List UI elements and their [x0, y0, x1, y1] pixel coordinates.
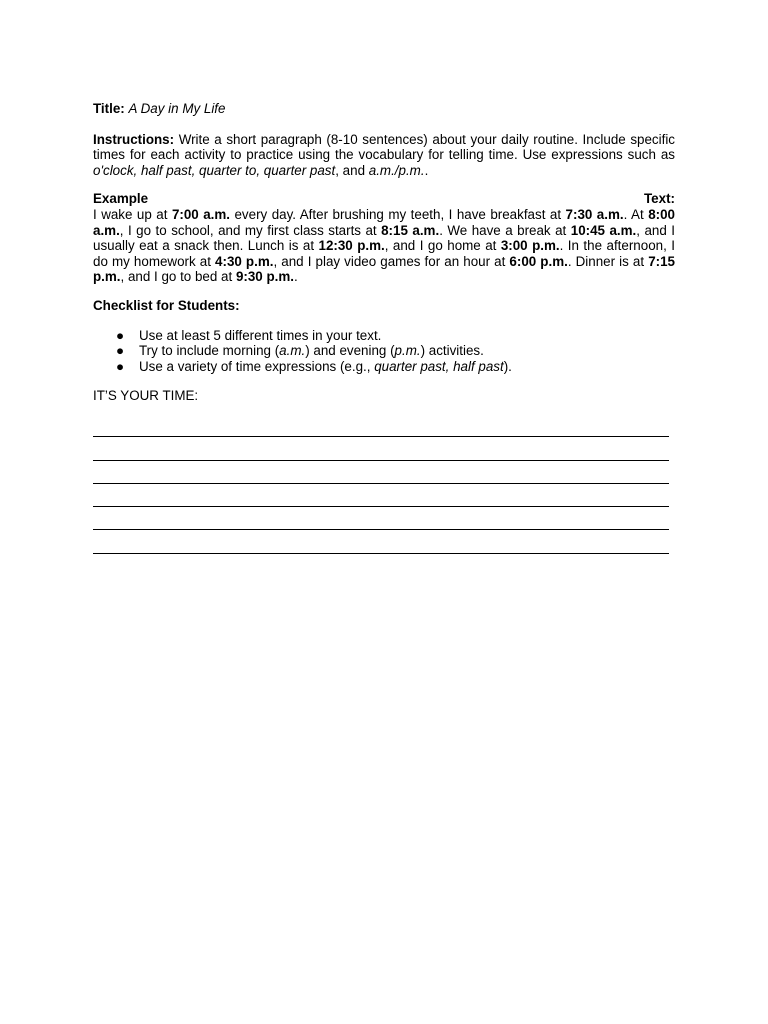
writing-line[interactable]	[93, 414, 669, 437]
example-time: 3:00 p.m.	[500, 238, 560, 254]
checklist	[93, 328, 675, 375]
example-paragraph	[93, 207, 675, 285]
bullet-icon: ●	[116, 343, 125, 359]
list-item-text: ) and evening (	[305, 343, 395, 359]
example-text: , and I go home at	[384, 238, 501, 254]
example-text: , and I go to bed at	[120, 269, 236, 285]
example-text: every day. After brushing my teeth, I have breakfast at	[230, 206, 566, 222]
list-item-text: Try to include morning (	[139, 343, 280, 359]
bullet-icon: ●	[116, 358, 125, 374]
instructions-text: .	[424, 162, 429, 178]
example-text: I wake up at	[93, 206, 172, 222]
title-label: Title:	[93, 101, 125, 116]
writing-line[interactable]	[93, 437, 669, 460]
instructions-label: Instructions:	[93, 131, 175, 147]
example-text: . Dinner is at	[567, 253, 649, 269]
example-text: , I go to school, and my first class starts at	[119, 222, 382, 238]
checklist-heading: Checklist for Students:	[93, 297, 240, 313]
instructions-ampm: a.m./p.m.	[368, 162, 425, 178]
example-time: 8:15 a.m.	[381, 222, 440, 238]
bullet-icon: ●	[116, 327, 125, 343]
list-item-text: ).	[503, 358, 512, 374]
list-item-text: a.m.	[279, 343, 306, 359]
example-text: .	[294, 269, 298, 285]
example-text: . In the afternoon, I do my homework at	[93, 238, 675, 269]
writing-lines	[93, 414, 669, 554]
example-text: , and I usually eat a snack then. Lunch is at	[93, 222, 675, 254]
example-time: 8:00 a.m.	[93, 206, 675, 238]
instructions-paragraph	[93, 132, 675, 179]
list-item-text: ) activities.	[420, 343, 484, 359]
writing-line[interactable]	[93, 461, 669, 484]
example-time: 7:30 a.m.	[565, 206, 624, 222]
example-heading	[93, 191, 675, 207]
example-time: 10:45 a.m.	[570, 222, 637, 238]
instructions-text: Write a short paragraph (8-10 sentences) about your daily routine. Include specific times for each activity to practice using the vocabulary for telling time. Use expressions such as	[93, 131, 675, 163]
writing-line[interactable]	[93, 484, 669, 507]
example-text: . At	[623, 206, 649, 222]
example-time: 12:30 p.m.	[318, 238, 385, 254]
list-item	[93, 343, 675, 359]
example-time: 9:30 p.m.	[235, 269, 294, 285]
title-line	[93, 101, 675, 117]
your-time-label: IT’S YOUR TIME:	[93, 388, 199, 404]
example-text-label: Text:	[644, 191, 675, 207]
list-item-text: quarter past, half past	[374, 358, 504, 374]
instructions-expressions: o'clock, half past, quarter to, quarter past	[93, 162, 336, 178]
title-value: A Day in My Life	[128, 101, 226, 116]
list-item-text: Use a variety of time expressions (e.g.,	[139, 358, 375, 374]
example-text: , and I play video games for an hour at	[273, 253, 510, 269]
writing-line[interactable]	[93, 507, 669, 530]
example-label: Example	[93, 191, 149, 207]
example-time: 7:15 p.m.	[93, 253, 675, 285]
worksheet	[93, 101, 675, 554]
example-time: 4:30 p.m.	[215, 253, 274, 269]
example-text: . We have a break at	[439, 222, 571, 238]
writing-line[interactable]	[93, 530, 669, 553]
list-item-text: Use at least 5 different times in your text.	[139, 327, 382, 343]
list-item-text: p.m.	[394, 343, 421, 359]
list-item	[93, 359, 675, 375]
example-time: 7:00 a.m.	[171, 206, 231, 222]
list-item	[93, 328, 675, 344]
instructions-text: , and	[335, 162, 369, 178]
example-time: 6:00 p.m.	[509, 253, 568, 269]
